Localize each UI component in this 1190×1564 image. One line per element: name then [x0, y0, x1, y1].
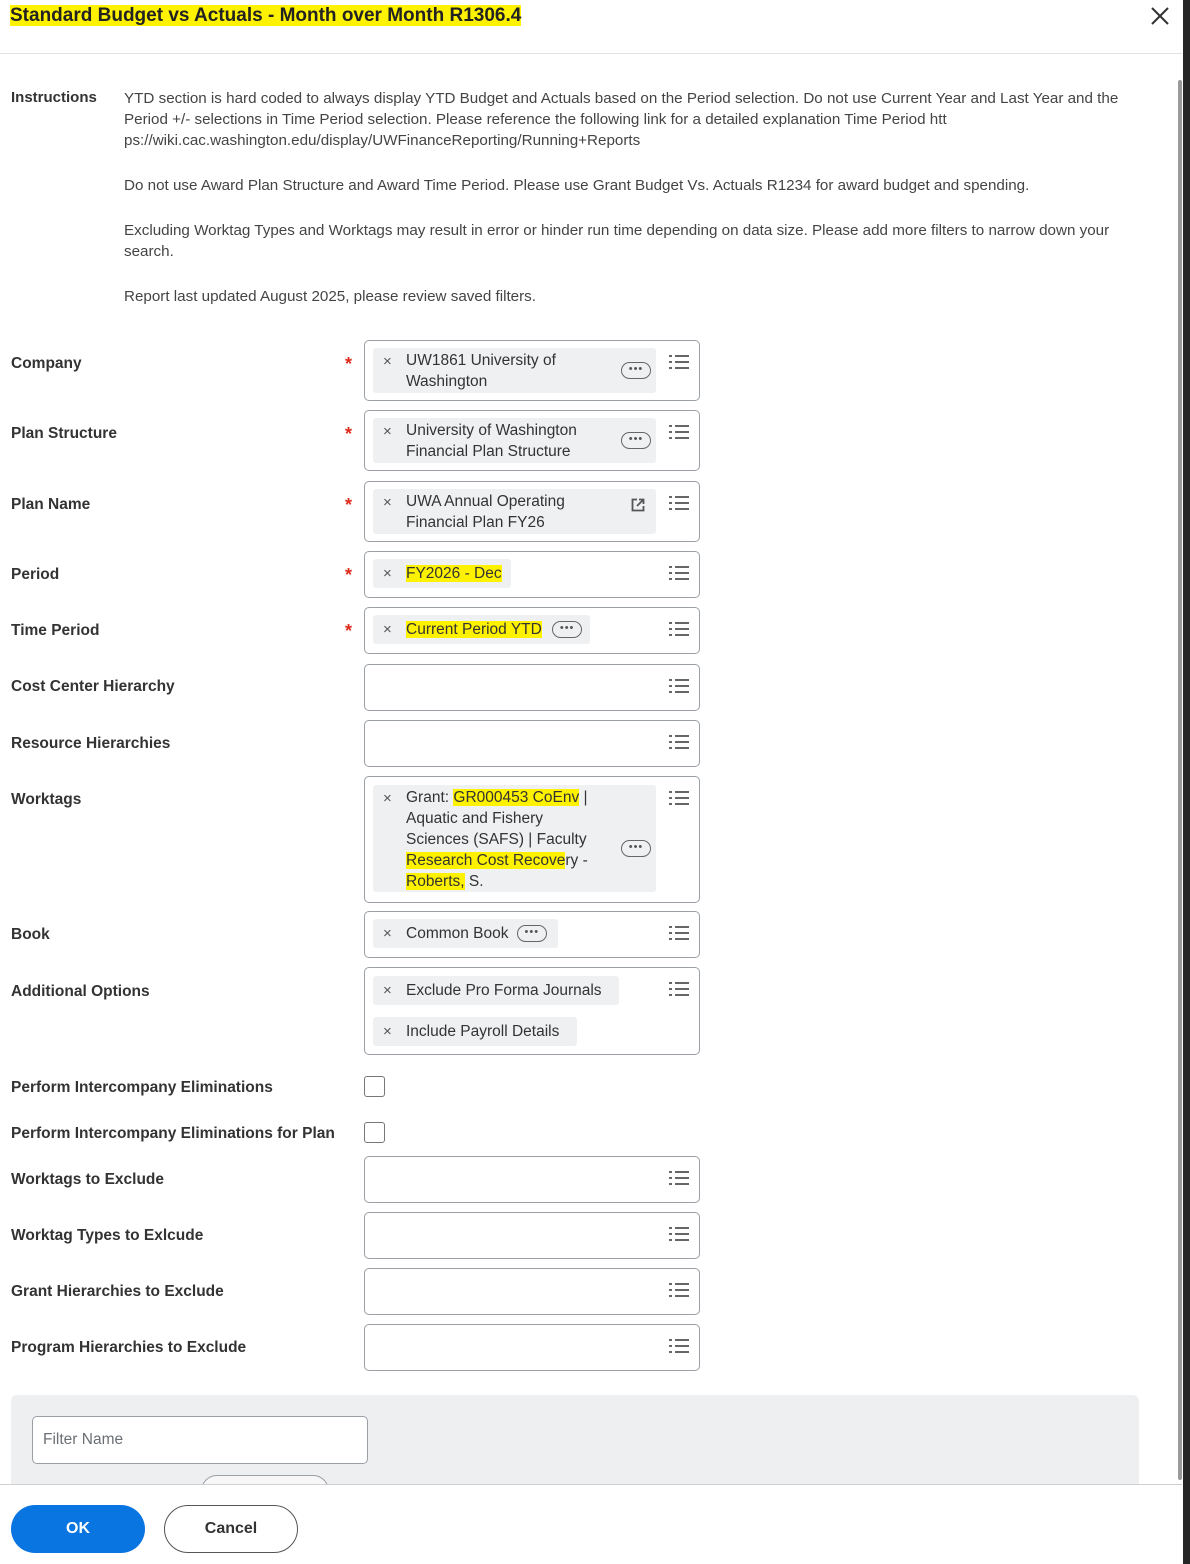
remove-chip-icon[interactable]: ×: [383, 1023, 392, 1040]
time-period-chip: [373, 615, 590, 644]
dialog-title: [10, 5, 521, 27]
book-field[interactable]: [364, 911, 700, 958]
chip-text-highlight: Research Cost Recove: [406, 852, 566, 869]
chip-text: FY2026 - Dec: [406, 565, 502, 582]
chip-text: [373, 871, 656, 892]
company-chip: [373, 348, 656, 393]
plan-name-chip: [373, 489, 656, 534]
book-chip: [373, 919, 558, 948]
period-chip: [373, 559, 511, 588]
list-icon[interactable]: [669, 1339, 689, 1355]
instructions-paragraph: Do not use Award Plan Structure and Award Time Period. Please use Grant Budget Vs. Actuals R1234 for award budget and spending.: [124, 177, 1030, 194]
book-label: Book: [11, 926, 50, 943]
close-icon[interactable]: [1148, 4, 1172, 28]
period-field[interactable]: [364, 551, 700, 598]
chip-text: UWA Annual Operating: [406, 493, 565, 510]
chip-text-part: Grant:: [406, 789, 454, 806]
worktags-chip: [373, 785, 656, 892]
grant-hierarchies-exclude-field[interactable]: [364, 1268, 700, 1315]
dialog-footer: [0, 1484, 1182, 1564]
worktags-exclude-field[interactable]: [364, 1156, 700, 1203]
list-icon[interactable]: [669, 496, 689, 512]
additional-option-chip: [373, 976, 619, 1005]
remove-chip-icon[interactable]: ×: [383, 621, 392, 638]
remove-chip-icon[interactable]: ×: [383, 925, 392, 942]
list-icon[interactable]: [669, 982, 689, 998]
list-icon[interactable]: [669, 425, 689, 441]
instructions-paragraph: Excluding Worktag Types and Worktags may result in error or hinder run time depending on data size. Please add more filters to narrow down your search.: [124, 222, 1110, 260]
remove-chip-icon[interactable]: ×: [383, 790, 392, 807]
list-icon[interactable]: [669, 1227, 689, 1243]
grant-hierarchies-exclude-label: Grant Hierarchies to Exclude: [11, 1283, 224, 1300]
saved-filter-panel: [11, 1395, 1139, 1485]
worktags-label: Worktags: [11, 791, 82, 808]
chip-text: University of Washington: [406, 422, 577, 439]
instructions-label: Instructions: [11, 89, 97, 106]
instructions-text: [124, 88, 1134, 331]
worktag-types-exclude-field[interactable]: [364, 1212, 700, 1259]
time-period-label: Time Period: [11, 622, 100, 639]
chip-text: Common Book: [406, 925, 509, 942]
period-label: Period: [11, 566, 60, 583]
chip-text: Exclude Pro Forma Journals: [406, 982, 602, 999]
window-edge: [1183, 0, 1190, 1564]
list-icon[interactable]: [669, 355, 689, 371]
list-icon[interactable]: [669, 566, 689, 582]
list-icon[interactable]: [669, 679, 689, 695]
plan-structure-field[interactable]: [364, 410, 700, 471]
chip-text: Financial Plan Structure: [406, 443, 571, 460]
plan-name-label: Plan Name: [11, 496, 91, 513]
required-indicator: *: [345, 354, 353, 374]
plan-structure-label: Plan Structure: [11, 425, 117, 442]
remove-chip-icon[interactable]: ×: [383, 494, 392, 511]
program-hierarchies-exclude-label: Program Hierarchies to Exclude: [11, 1339, 247, 1356]
intercompany-eliminations-label: Perform Intercompany Eliminations: [11, 1079, 273, 1096]
intercompany-eliminations-checkbox[interactable]: [364, 1076, 385, 1097]
chip-text: UW1861 University of: [406, 352, 556, 369]
list-icon[interactable]: [669, 926, 689, 942]
cost-center-hierarchy-label: Cost Center Hierarchy: [11, 678, 175, 695]
intercompany-eliminations-plan-checkbox[interactable]: [364, 1122, 385, 1143]
plan-name-field[interactable]: [364, 481, 700, 542]
remove-chip-icon[interactable]: ×: [383, 353, 392, 370]
cancel-button[interactable]: Cancel: [164, 1505, 298, 1553]
external-link-icon[interactable]: [631, 498, 645, 512]
additional-option-chip: [373, 1017, 577, 1046]
chip-text: Washington: [406, 373, 488, 390]
plan-structure-chip: [373, 418, 656, 463]
more-options-icon[interactable]: •••: [517, 925, 547, 942]
list-icon[interactable]: [669, 622, 689, 638]
filter-name-input[interactable]: [32, 1416, 368, 1464]
required-indicator: *: [345, 495, 353, 515]
chip-text: Sciences (SAFS) | Faculty: [406, 831, 587, 848]
list-icon[interactable]: [669, 791, 689, 807]
resource-hierarchies-label: Resource Hierarchies: [11, 735, 171, 752]
more-options-icon[interactable]: •••: [621, 362, 651, 379]
program-hierarchies-exclude-field[interactable]: [364, 1324, 700, 1371]
additional-options-field[interactable]: [364, 967, 700, 1055]
cost-center-hierarchy-field[interactable]: [364, 664, 700, 711]
worktags-exclude-label: Worktags to Exclude: [11, 1171, 165, 1188]
required-indicator: *: [345, 424, 353, 444]
dialog-title-text: Standard Budget vs Actuals - Month over Month R1306.4: [10, 5, 522, 26]
chip-text-highlight: Roberts,: [406, 873, 465, 890]
chip-text: Financial Plan FY26: [406, 514, 545, 531]
worktag-types-exclude-label: Worktag Types to Exlcude: [11, 1227, 204, 1244]
time-period-field[interactable]: [364, 607, 700, 654]
ok-button[interactable]: OK: [11, 1505, 145, 1553]
chip-text-part: ry -: [565, 852, 588, 869]
remove-chip-icon[interactable]: ×: [383, 423, 392, 440]
required-indicator: *: [345, 621, 353, 641]
dialog-header: [0, 0, 1182, 54]
chip-text: Include Payroll Details: [406, 1023, 560, 1040]
remove-chip-icon[interactable]: ×: [383, 982, 392, 999]
chip-text: [373, 850, 656, 871]
chip-text-part: S.: [464, 873, 484, 890]
company-field[interactable]: [364, 340, 700, 401]
list-icon[interactable]: [669, 735, 689, 751]
more-options-icon[interactable]: •••: [621, 840, 651, 857]
additional-options-label: Additional Options: [11, 983, 150, 1000]
chip-text: Current Period YTD: [406, 621, 542, 638]
chip-text-part: |: [579, 789, 588, 806]
instructions-paragraph: Report last updated August 2025, please review saved filters.: [124, 288, 536, 305]
chip-text: [373, 787, 656, 808]
more-options-icon[interactable]: •••: [621, 432, 651, 449]
intercompany-eliminations-plan-label: Perform Intercompany Eliminations for Plan: [11, 1125, 335, 1142]
worktags-field[interactable]: [364, 776, 700, 903]
chip-text-highlight: GR000453 CoEnv: [453, 789, 580, 806]
remove-chip-icon[interactable]: ×: [383, 565, 392, 582]
list-icon[interactable]: [669, 1283, 689, 1299]
scrollbar[interactable]: [1178, 80, 1182, 1480]
list-icon[interactable]: [669, 1171, 689, 1187]
instructions-paragraph: YTD section is hard coded to always display YTD Budget and Actuals based on the Period selection. Do not use Current Year and Last Year and the Period +/- selections in Time Period selection. Please reference the following link for a detailed explanation Time Period htt ps://wiki.cac.washington.edu/display/UWFinanceReporting/Running+Reports: [124, 90, 1119, 149]
company-label: Company: [11, 355, 82, 372]
resource-hierarchies-field[interactable]: [364, 720, 700, 767]
chip-text: Aquatic and Fishery: [406, 810, 543, 827]
more-options-icon[interactable]: •••: [552, 621, 582, 638]
required-indicator: *: [345, 565, 353, 585]
